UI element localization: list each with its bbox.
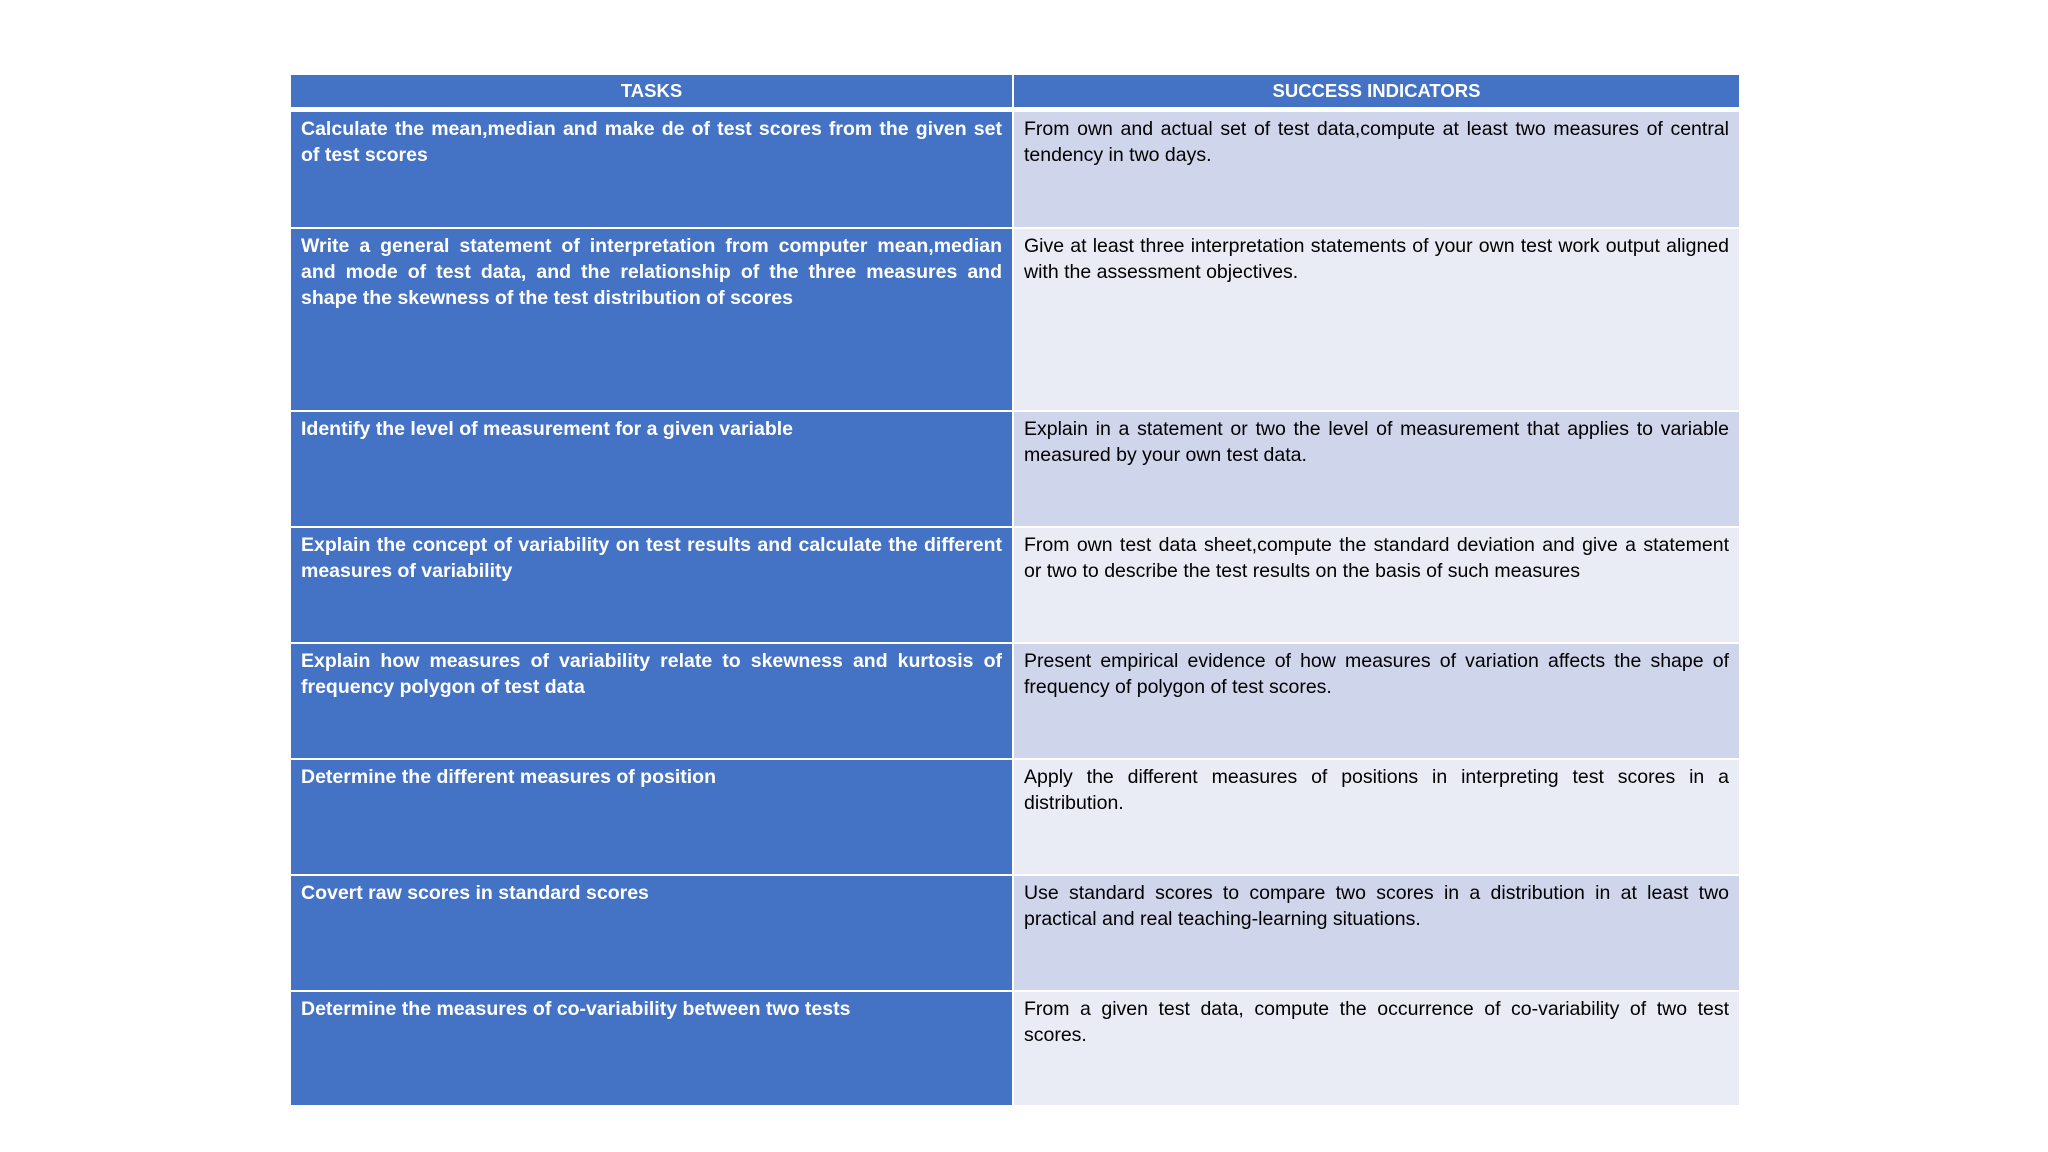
task-cell: Determine the different measures of position bbox=[291, 758, 1014, 874]
indicator-cell: From own test data sheet,compute the standard deviation and give a statement or two to describe the test results on the basis of such measures bbox=[1014, 526, 1739, 642]
task-cell: Covert raw scores in standard scores bbox=[291, 874, 1014, 990]
header-success-indicators: SUCCESS INDICATORS bbox=[1014, 75, 1739, 112]
table-row bbox=[291, 990, 1739, 1105]
task-cell: Write a general statement of interpretation from computer mean,median and mode of test data, and the relationship of the three measures and shape the skewness of the test distribution of scores bbox=[291, 227, 1014, 410]
table-row bbox=[291, 758, 1739, 874]
tasks-indicators-table bbox=[291, 75, 1739, 1105]
table-row bbox=[291, 112, 1739, 227]
indicator-cell: Give at least three interpretation statements of your own test work output aligned with the assessment objectives. bbox=[1014, 227, 1739, 410]
indicator-cell: Present empirical evidence of how measures of variation affects the shape of frequency of polygon of test scores. bbox=[1014, 642, 1739, 758]
table-row bbox=[291, 526, 1739, 642]
table-row bbox=[291, 874, 1739, 990]
task-cell: Explain the concept of variability on test results and calculate the different measures of variability bbox=[291, 526, 1014, 642]
table-header-row bbox=[291, 75, 1739, 112]
indicator-cell: Explain in a statement or two the level of measurement that applies to variable measured by your own test data. bbox=[1014, 410, 1739, 526]
table-row bbox=[291, 410, 1739, 526]
task-cell: Identify the level of measurement for a given variable bbox=[291, 410, 1014, 526]
task-cell: Calculate the mean,median and make de of test scores from the given set of test scores bbox=[291, 112, 1014, 227]
header-tasks: TASKS bbox=[291, 75, 1014, 112]
task-cell: Determine the measures of co-variability between two tests bbox=[291, 990, 1014, 1105]
indicator-cell: Apply the different measures of positions in interpreting test scores in a distribution. bbox=[1014, 758, 1739, 874]
indicator-cell: From own and actual set of test data,compute at least two measures of central tendency in two days. bbox=[1014, 112, 1739, 227]
table-row bbox=[291, 642, 1739, 758]
indicator-cell: Use standard scores to compare two scores in a distribution in at least two practical and real teaching-learning situations. bbox=[1014, 874, 1739, 990]
table-row bbox=[291, 227, 1739, 410]
indicator-cell: From a given test data, compute the occurrence of co-variability of two test scores. bbox=[1014, 990, 1739, 1105]
task-cell: Explain how measures of variability relate to skewness and kurtosis of frequency polygon of test data bbox=[291, 642, 1014, 758]
